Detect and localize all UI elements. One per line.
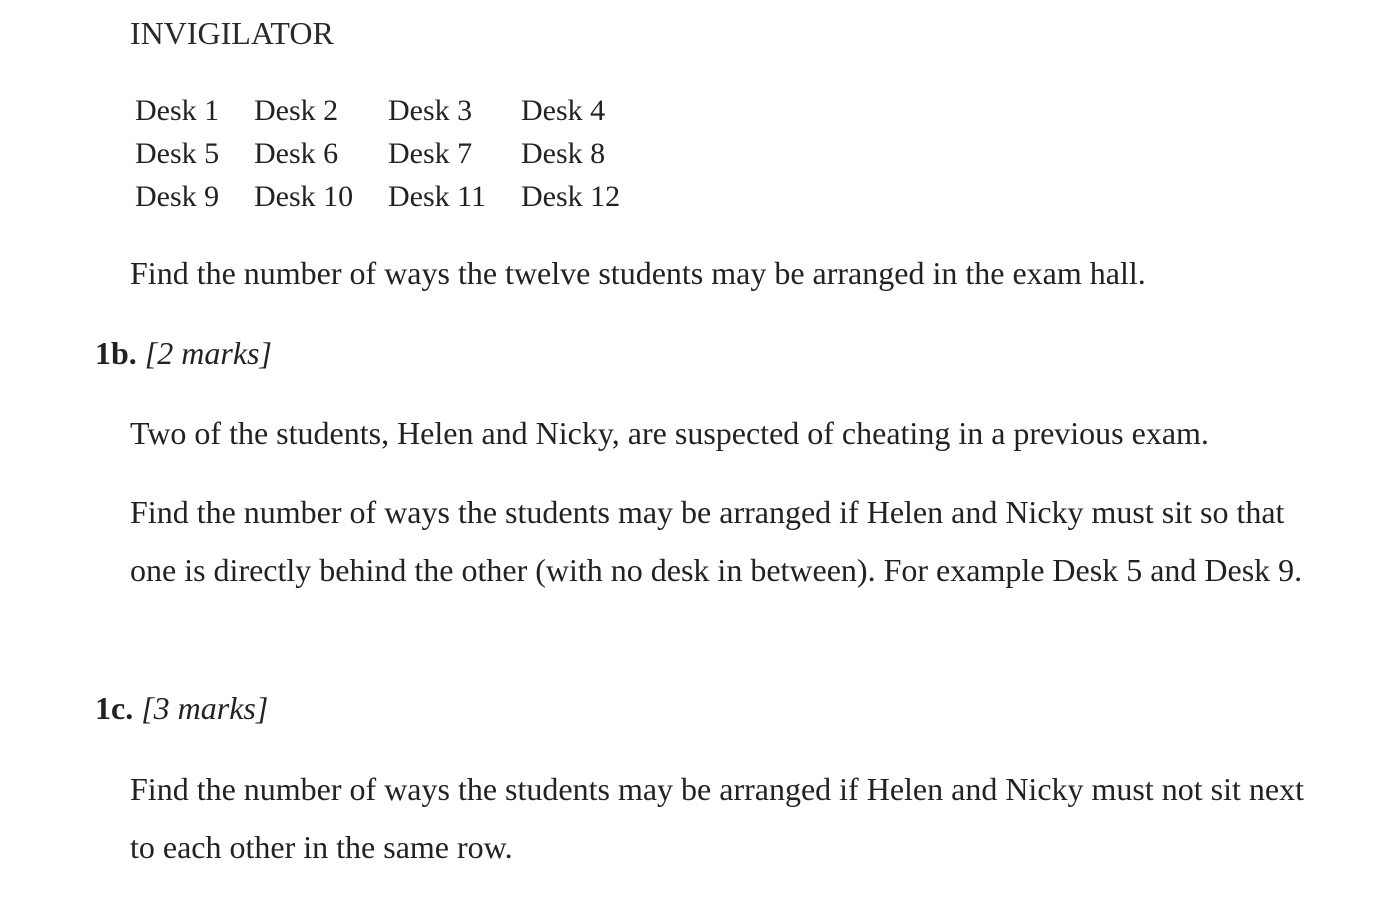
- question-marks: [2 marks]: [144, 335, 272, 371]
- desk-cell: Desk 5: [135, 136, 220, 170]
- desk-cell: Desk 12: [521, 179, 621, 213]
- desk-cell: Desk 6: [254, 136, 339, 170]
- desk-cell: Desk 2: [254, 93, 339, 127]
- desk-row: [135, 175, 641, 218]
- desk-row: [135, 89, 641, 132]
- question-marks: [3 marks]: [141, 690, 269, 726]
- question-1b-text: Find the number of ways the students may be arranged if Helen and Nicky must sit so that one is directly behind the other (with no desk in between). For example Desk 5 and Desk 9.: [130, 494, 1303, 588]
- question-1a-text: Find the number of ways the twelve students may be arranged in the exam hall.: [130, 255, 1146, 291]
- question-1c-header: [95, 688, 268, 728]
- desk-cell: Desk 1: [135, 93, 220, 127]
- desk-cell: Desk 9: [135, 179, 220, 213]
- question-1b-intro: Two of the students, Helen and Nicky, are suspected of cheating in a previous exam.: [130, 415, 1209, 451]
- question-1c-text: Find the number of ways the students may be arranged if Helen and Nicky must not sit next to each other in the same row.: [130, 771, 1304, 865]
- desk-cell: Desk 3: [388, 93, 473, 127]
- desk-cell: Desk 8: [521, 136, 606, 170]
- question-number: 1c.: [95, 690, 134, 726]
- question-1b-header: [95, 333, 272, 373]
- desk-row: [135, 132, 641, 175]
- desk-layout-table: [135, 89, 641, 218]
- desk-cell: Desk 10: [254, 179, 354, 213]
- desk-cell: Desk 11: [388, 179, 487, 213]
- desk-cell: Desk 7: [388, 136, 473, 170]
- desk-cell: Desk 4: [521, 93, 606, 127]
- invigilator-label: INVIGILATOR: [130, 15, 334, 51]
- question-number: 1b.: [95, 335, 137, 371]
